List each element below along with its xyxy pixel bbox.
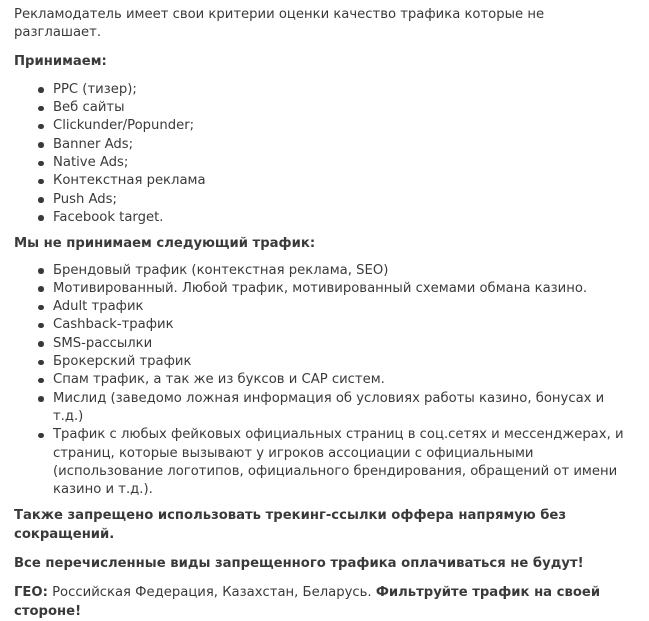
tracking-link-notice: Также запрещено использовать трекинг-ссылки оффера напрямую без сокращений. [14, 508, 567, 542]
accepted-item: Clickunder/Popunder; [53, 117, 635, 135]
accepted-item: Веб сайты [53, 99, 635, 117]
geo-filter-note: Фильтруйте трафик на своей стороне! [14, 585, 601, 619]
geo-line [14, 584, 635, 621]
rejected-item: Adult трафик [53, 298, 635, 316]
accepted-item: Banner Ads; [53, 136, 635, 154]
rejected-item: Мислид (заведомо ложная информация об условиях работы казино, бонусах и т.д.) [53, 390, 635, 427]
accepted-list [14, 81, 635, 227]
payment-notice: Все перечисленные виды запрещенного трафика оплачиваться не будут! [14, 556, 584, 572]
rejected-heading: Мы не принимаем следующий трафик: [14, 236, 316, 252]
rejected-item: Брендовый трафик (контекстная реклама, SEO) [53, 262, 635, 280]
rejected-item: SMS-рассылки [53, 335, 635, 353]
rejected-item: Брокерский трафик [53, 353, 635, 371]
rejected-item: Мотивированный. Любой трафик, мотивированный схемами обмана казино. [53, 280, 635, 298]
rejected-item: Cashback-трафик [53, 316, 635, 334]
accepted-item: Native Ads; [53, 154, 635, 172]
accepted-heading: Принимаем: [14, 53, 107, 69]
accepted-item: PPC (тизер); [53, 81, 635, 99]
geo-countries: Российская Федерация, Казахстан, Беларусь. [47, 585, 376, 601]
intro-text: Рекламодатель имеет свои критерии оценки качество трафика которые не разглашает. [14, 7, 545, 41]
rejected-item: Трафик с любых фейковых официальных страниц в соц.сетях и мессенджерах, и страниц, которые вызывают у игроков ассоциации с официальными (использование логотипов, официального брендирования, обращений от имени казино и т.д.). [53, 426, 635, 499]
accepted-item: Facebook target. [53, 209, 635, 227]
accepted-item: Контекстная реклама [53, 172, 635, 190]
rejected-list [14, 262, 635, 500]
rejected-item: Спам трафик, а так же из буксов и CAP систем. [53, 371, 635, 389]
geo-label: ГЕО: [14, 585, 48, 601]
accepted-item: Push Ads; [53, 191, 635, 209]
